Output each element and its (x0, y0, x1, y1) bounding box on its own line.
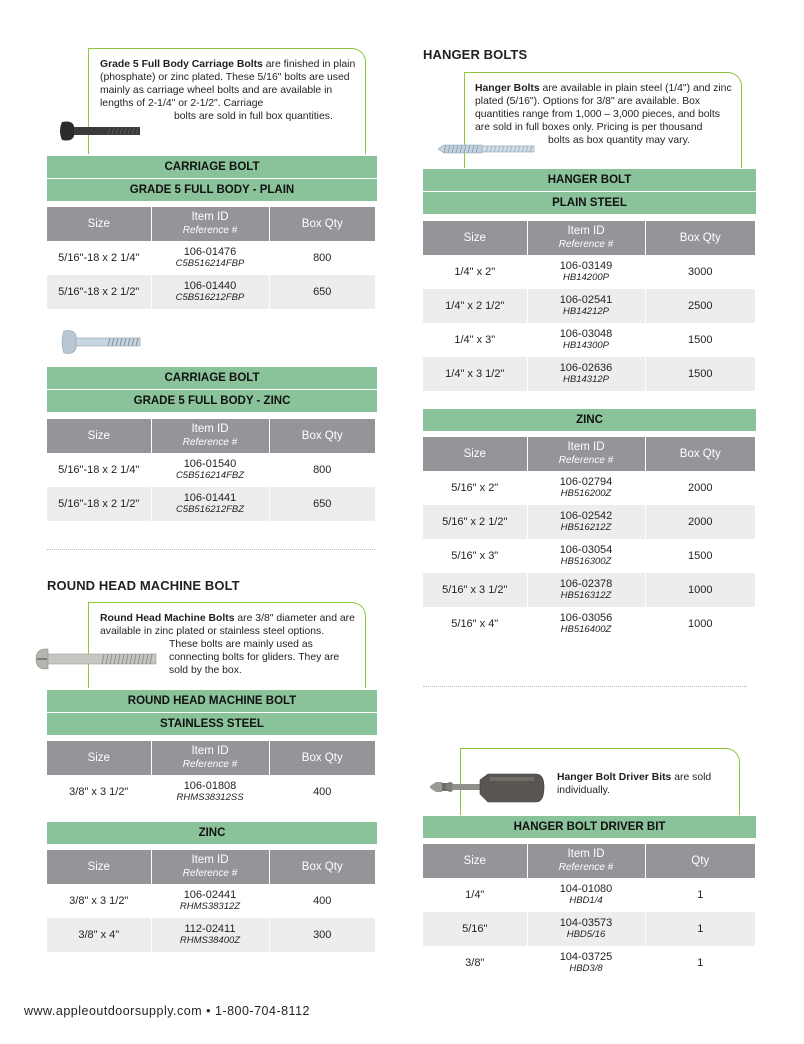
table-row: 5/16" x 3" 106-03054 HB516300Z 1500 (423, 539, 755, 573)
table-row: 5/16" 104-03573 HBD5/16 1 (423, 912, 755, 946)
driver-bit-image (428, 768, 546, 808)
roundhead-intro-bold: Round Head Machine Bolts (100, 613, 235, 624)
hanger-zinc-bar: ZINC (423, 408, 756, 431)
carriage-intro-text (100, 58, 356, 123)
carriage-plain-bar1: CARRIAGE BOLT (47, 155, 377, 178)
col-size: Size (423, 437, 527, 471)
table-row: 1/4" x 3 1/2" 106-02636 HB14312P 1500 (423, 357, 755, 391)
driver-intro-rest: are sold individually. (557, 772, 712, 796)
col-size: Size (47, 419, 151, 453)
carriage-intro-bold: Grade 5 Full Body Carriage Bolts (100, 59, 263, 70)
table-row: 3/8" 104-03725 HBD3/8 1 (423, 946, 755, 980)
col-item-id: Item ID Reference # (151, 850, 269, 884)
col-item-id: Item ID Reference # (527, 221, 645, 255)
roundhead-stainless-table (47, 741, 375, 809)
col-size: Size (47, 850, 151, 884)
roundhead-stainless-bar1: ROUND HEAD MACHINE BOLT (47, 689, 377, 712)
carriage-zinc-bar2: GRADE 5 FULL BODY - ZINC (47, 389, 377, 412)
roundhead-intro-text (100, 612, 360, 677)
driver-table (423, 844, 755, 980)
footer-contact: www.appleoutdoorsupply.com • 1-800-704-8112 (24, 1004, 310, 1018)
col-box-qty: Box Qty (645, 221, 755, 255)
hanger-intro-bold: Hanger Bolts (475, 83, 540, 94)
col-box-qty: Box Qty (269, 207, 375, 241)
driver-bar: HANGER BOLT DRIVER BIT (423, 815, 756, 838)
hanger-section-title: HANGER BOLTS (423, 47, 528, 62)
roundhead-stainless-bar2: STAINLESS STEEL (47, 712, 377, 735)
roundhead-section-title: ROUND HEAD MACHINE BOLT (47, 578, 240, 593)
table-row: 5/16" x 2 1/2" 106-02542 HB516212Z 2000 (423, 505, 755, 539)
table-row: 1/4" x 2 1/2" 106-02541 HB14212P 2500 (423, 289, 755, 323)
table-row: 5/16"-18 x 2 1/4" 106-01540 C5B516214FBZ 800 (47, 453, 375, 487)
col-item-id: Item ID Reference # (527, 437, 645, 471)
col-size: Size (423, 221, 527, 255)
col-item-id: Item ID Reference # (151, 207, 269, 241)
roundhead-intro-rest: are 3/8" diameter and are available in zinc plated or stainless steel options. (100, 613, 355, 637)
table-row: 5/16"-18 x 2 1/2" 106-01441 C5B516212FBZ 650 (47, 487, 375, 521)
table-row: 3/8" x 3 1/2" 106-02441 RHMS38312Z 400 (47, 884, 375, 918)
carriage-plain-bar2: GRADE 5 FULL BODY - PLAIN (47, 178, 377, 201)
hanger-intro-text (475, 82, 733, 147)
col-box-qty: Box Qty (269, 741, 375, 775)
divider (47, 549, 375, 550)
col-item-id: Item ID Reference # (527, 844, 645, 878)
hanger-zinc-table (423, 437, 755, 641)
hanger-plain-bar2: PLAIN STEEL (423, 191, 756, 214)
table-row: 5/16"-18 x 2 1/2" 106-01440 C5B516212FBP 650 (47, 275, 375, 309)
carriage-zinc-bar1: CARRIAGE BOLT (47, 366, 377, 389)
col-size: Size (423, 844, 527, 878)
carriage-intro-rest: are finished in plain (phosphate) or zinc plated. These 5/16" bolts are used mainly as carriage wheel bolts and are available in lengths of 2-1/4" or 2-1/2". Carriage (100, 59, 356, 109)
col-size: Size (47, 741, 151, 775)
table-row: 1/4" x 3" 106-03048 HB14300P 1500 (423, 323, 755, 357)
col-box-qty: Box Qty (269, 850, 375, 884)
table-row: 3/8" x 3 1/2" 106-01808 RHMS38312SS 400 (47, 775, 375, 809)
hanger-intro-rest: are available in plain steel (1/4") and zinc plated (5/16"). Options for 3/8" are available. Box quantities range from 1,000 – 3,000 pieces, and bolts are sold in full boxes only. Pricing is per thousand (475, 83, 732, 133)
carriage-intro-rest2: bolts are sold in full box quantities. (174, 111, 333, 122)
table-row: 1/4" x 2" 106-03149 HB14200P 3000 (423, 255, 755, 289)
col-qty: Qty (645, 844, 755, 878)
hanger-plain-table (423, 221, 755, 391)
carriage-plain-table (47, 207, 375, 309)
table-row: 5/16" x 2" 106-02794 HB516200Z 2000 (423, 471, 755, 505)
roundhead-intro-rest2: These bolts are mainly used as connecting bolts for gliders. They are sold by the box. (169, 639, 340, 676)
driver-intro-bold: Hanger Bolt Driver Bits (557, 772, 672, 783)
col-item-id: Item ID Reference # (151, 419, 269, 453)
table-row: 1/4" 104-01080 HBD1/4 1 (423, 878, 755, 912)
driver-intro-text (557, 771, 732, 797)
roundhead-zinc-table (47, 850, 375, 952)
table-row: 5/16"-18 x 2 1/4" 106-01476 C5B516214FBP 800 (47, 241, 375, 275)
hanger-plain-bar1: HANGER BOLT (423, 168, 756, 191)
col-size: Size (47, 207, 151, 241)
col-item-id: Item ID Reference # (151, 741, 269, 775)
carriage-zinc-table (47, 419, 375, 521)
divider (423, 686, 747, 687)
table-row: 3/8" x 4" 112-02411 RHMS38400Z 300 (47, 918, 375, 952)
table-row: 5/16" x 3 1/2" 106-02378 HB516312Z 1000 (423, 573, 755, 607)
carriage-bolt-zinc-image (60, 328, 146, 356)
table-row: 5/16" x 4" 106-03056 HB516400Z 1000 (423, 607, 755, 641)
hanger-intro-rest2: bolts as box quantity may vary. (548, 135, 690, 146)
roundhead-zinc-bar: ZINC (47, 821, 377, 844)
col-box-qty: Box Qty (269, 419, 375, 453)
col-box-qty: Box Qty (645, 437, 755, 471)
